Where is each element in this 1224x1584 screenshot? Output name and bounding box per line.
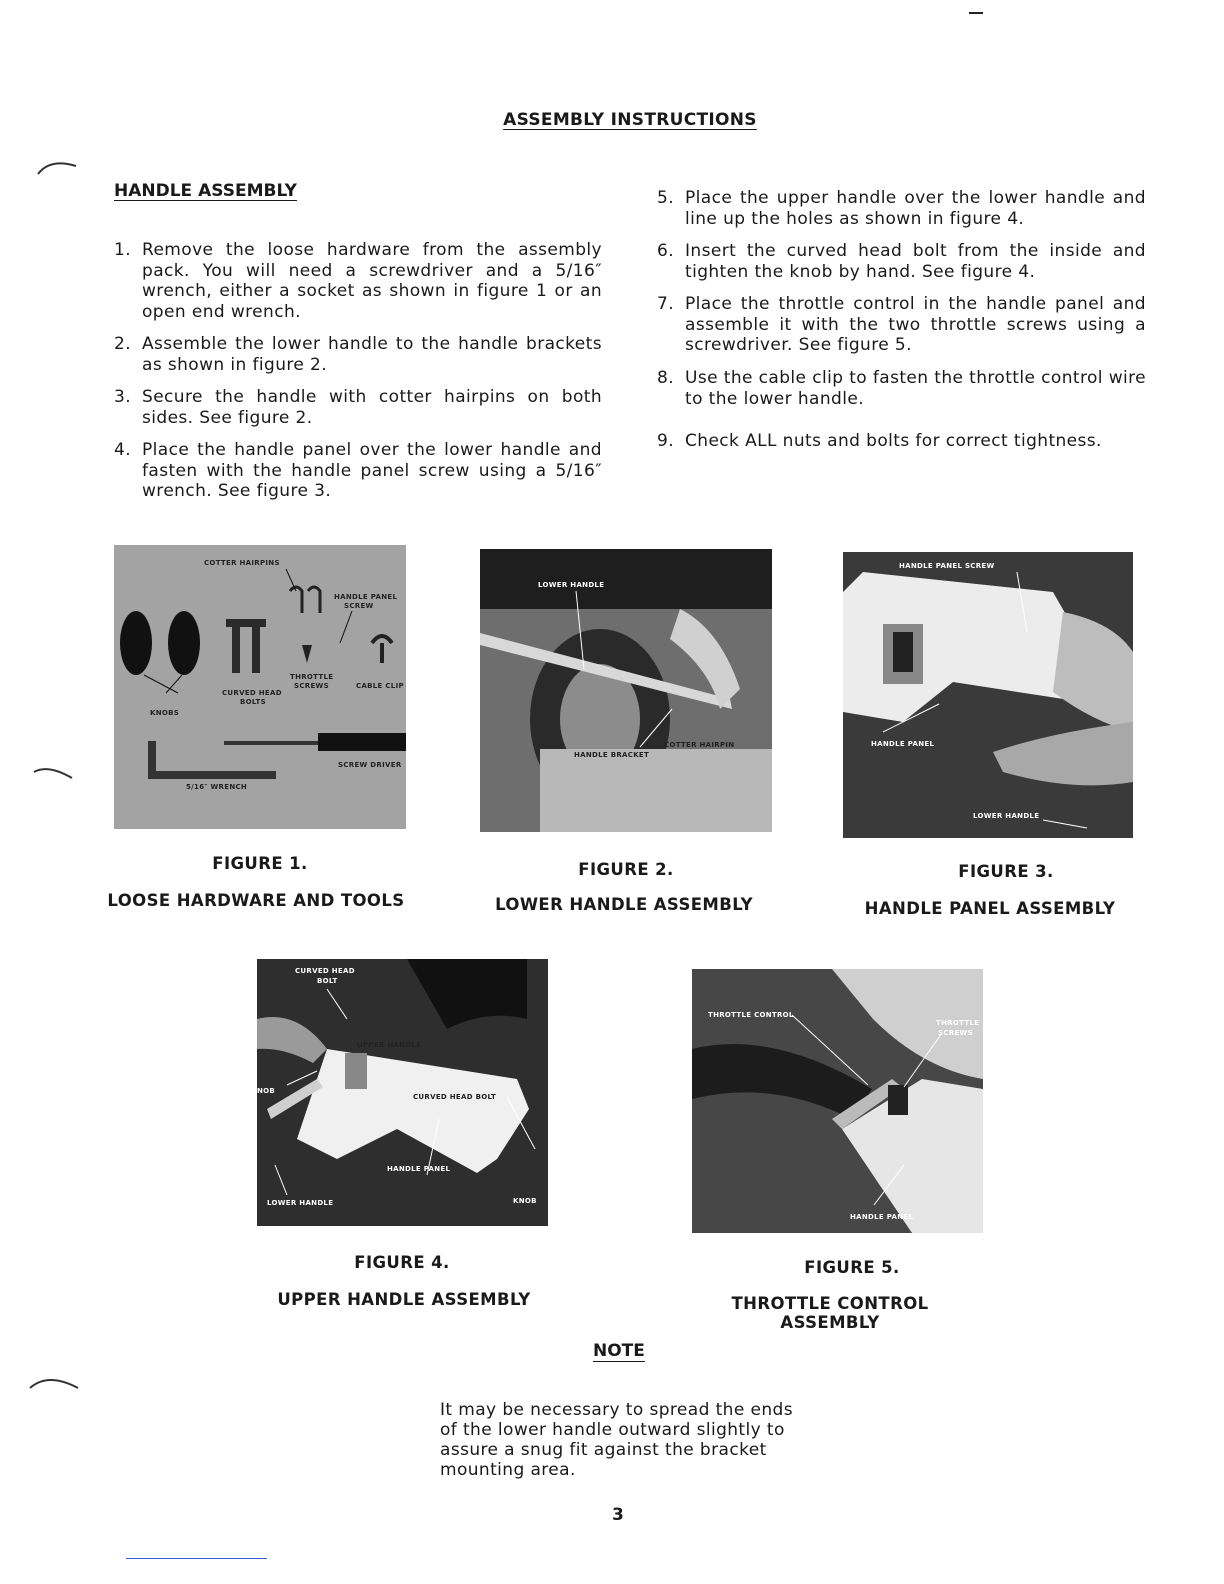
figure-4-number: FIGURE 4. [354,1253,450,1272]
page-number: 3 [612,1505,624,1525]
step-text: Remove the loose hardware from the assembly pack. You will need a screwdriver and a 5/16″ wrench, either a socket as shown in figure 1 or an open end wrench. [142,240,602,322]
label-lower-handle: LOWER HANDLE [538,581,605,589]
step-4 [114,440,602,502]
label-wrench: 5/16″ WRENCH [186,783,248,791]
step-number: 6. [657,241,675,261]
label-screwdriver: SCREW DRIVER [338,761,402,769]
label-knob: KNOB [513,1197,537,1205]
label-curved-head-bolts-2: BOLTS [240,698,266,706]
label-throttle-screws-2: SCREWS [294,682,329,690]
figure-3-caption: HANDLE PANEL ASSEMBLY [864,899,1116,918]
step-5 [657,188,1146,229]
label-handle-panel-screw: HANDLE PANEL SCREW [899,562,995,570]
label-cotter-hairpins: COTTER HAIRPINS [204,559,280,567]
step-number: 4. [114,440,132,460]
label-curved-head-bolt: CURVED HEAD [295,967,355,975]
label-upper-handle: UPPER HANDLE [357,1041,422,1049]
scan-mark-bottom [28,1370,80,1394]
label-handle-panel-screw: HANDLE PANEL [334,593,398,601]
label-curved-head-bolt-2: BOLT [317,977,338,985]
step-number: 7. [657,294,675,314]
step-text: Insert the curved head bolt from the inside and tighten the knob by hand. See figure 4. [685,241,1146,282]
step-text: Assemble the lower handle to the handle brackets as shown in figure 2. [142,334,602,375]
label-handle-panel: HANDLE PANEL [387,1165,451,1173]
label-knob-left: NOB [257,1087,276,1095]
step-3 [114,387,602,428]
step-text: Place the handle panel over the lower handle and fasten with the handle panel screw using a 5/16″ wrench. See figure 3. [142,440,602,501]
label-curved-head-bolts: CURVED HEAD [222,689,282,697]
label-throttle-screws-2: SCREWS [938,1029,973,1037]
label-lower-handle: LOWER HANDLE [267,1199,334,1207]
figure-3-photo [843,552,1133,838]
step-number: 8. [657,368,675,388]
step-number: 3. [114,387,132,407]
label-throttle-control: THROTTLE CONTROL [708,1011,794,1019]
figure-1-caption: LOOSE HARDWARE AND TOOLS [107,891,405,910]
step-text: Secure the handle with cotter hairpins on both sides. See figure 2. [142,387,602,428]
step-text: Use the cable clip to fasten the throttle control wire to the lower handle. [685,368,1146,409]
figure-4-photo [257,959,548,1226]
figure-1-number: FIGURE 1. [212,854,308,873]
step-number: 5. [657,188,675,208]
scan-mark-top [36,156,80,180]
step-text: Place the throttle control in the handle panel and assemble it with the two throttle screws using a screwdriver. See figure 5. [685,294,1146,355]
figure-1-photo [114,545,406,829]
label-throttle-screws: THROTTLE [936,1019,980,1027]
label-knobs: KNOBS [150,709,180,717]
scan-mark-middle [32,760,76,784]
section-heading: HANDLE ASSEMBLY [114,181,297,201]
figure-5-photo [692,969,983,1233]
label-handle-panel: HANDLE PANEL [871,740,935,748]
figure-5-caption: THROTTLE CONTROL ASSEMBLY [731,1294,929,1332]
label-cable-clip: CABLE CLIP [356,682,404,690]
bolt-shape [252,623,260,673]
label-handle-panel-screw-2: SCREW [344,602,374,610]
knob-shape [120,611,152,675]
label-handle-bracket: HANDLE BRACKET [574,751,650,759]
step-number: 9. [657,431,675,451]
screwdriver-shape [224,741,320,745]
step-8 [657,368,1146,409]
label-handle-panel: HANDLE PANEL [850,1213,914,1221]
step-1 [114,240,602,322]
figure-5-number: FIGURE 5. [804,1258,900,1277]
figure-2-caption: LOWER HANDLE ASSEMBLY [495,895,753,914]
figure-2-photo [480,549,772,832]
label-lower-handle: LOWER HANDLE [973,812,1040,820]
knob-shape [168,611,200,675]
step-2 [114,334,602,375]
step-text: Place the upper handle over the lower handle and line up the holes as shown in figure 4. [685,188,1146,229]
figure-2-number: FIGURE 2. [578,860,674,879]
label-cotter-hairpin: COTTER HAIRPIN [664,741,735,749]
step-9 [657,431,1146,452]
step-7 [657,294,1146,356]
scan-line-bottom [126,1558,267,1559]
figure-4-caption: UPPER HANDLE ASSEMBLY [277,1290,531,1309]
bolt-shape [232,623,240,673]
note-text: It may be necessary to spread the ends of the lower handle outward slightly to assure a snug fit against the bracket mounting area. [440,1400,793,1480]
label-throttle-screws: THROTTLE [290,673,334,681]
label-curved-head-bolt-3: CURVED HEAD BOLT [413,1093,497,1101]
step-text: Check ALL nuts and bolts for correct tightness. [685,431,1102,451]
note-heading: NOTE [593,1341,645,1361]
step-number: 2. [114,334,132,354]
scan-dash-top-right [969,12,983,14]
step-number: 1. [114,240,132,260]
step-6 [657,241,1146,282]
figure-3-number: FIGURE 3. [958,862,1054,881]
page-title: ASSEMBLY INSTRUCTIONS [503,110,757,130]
